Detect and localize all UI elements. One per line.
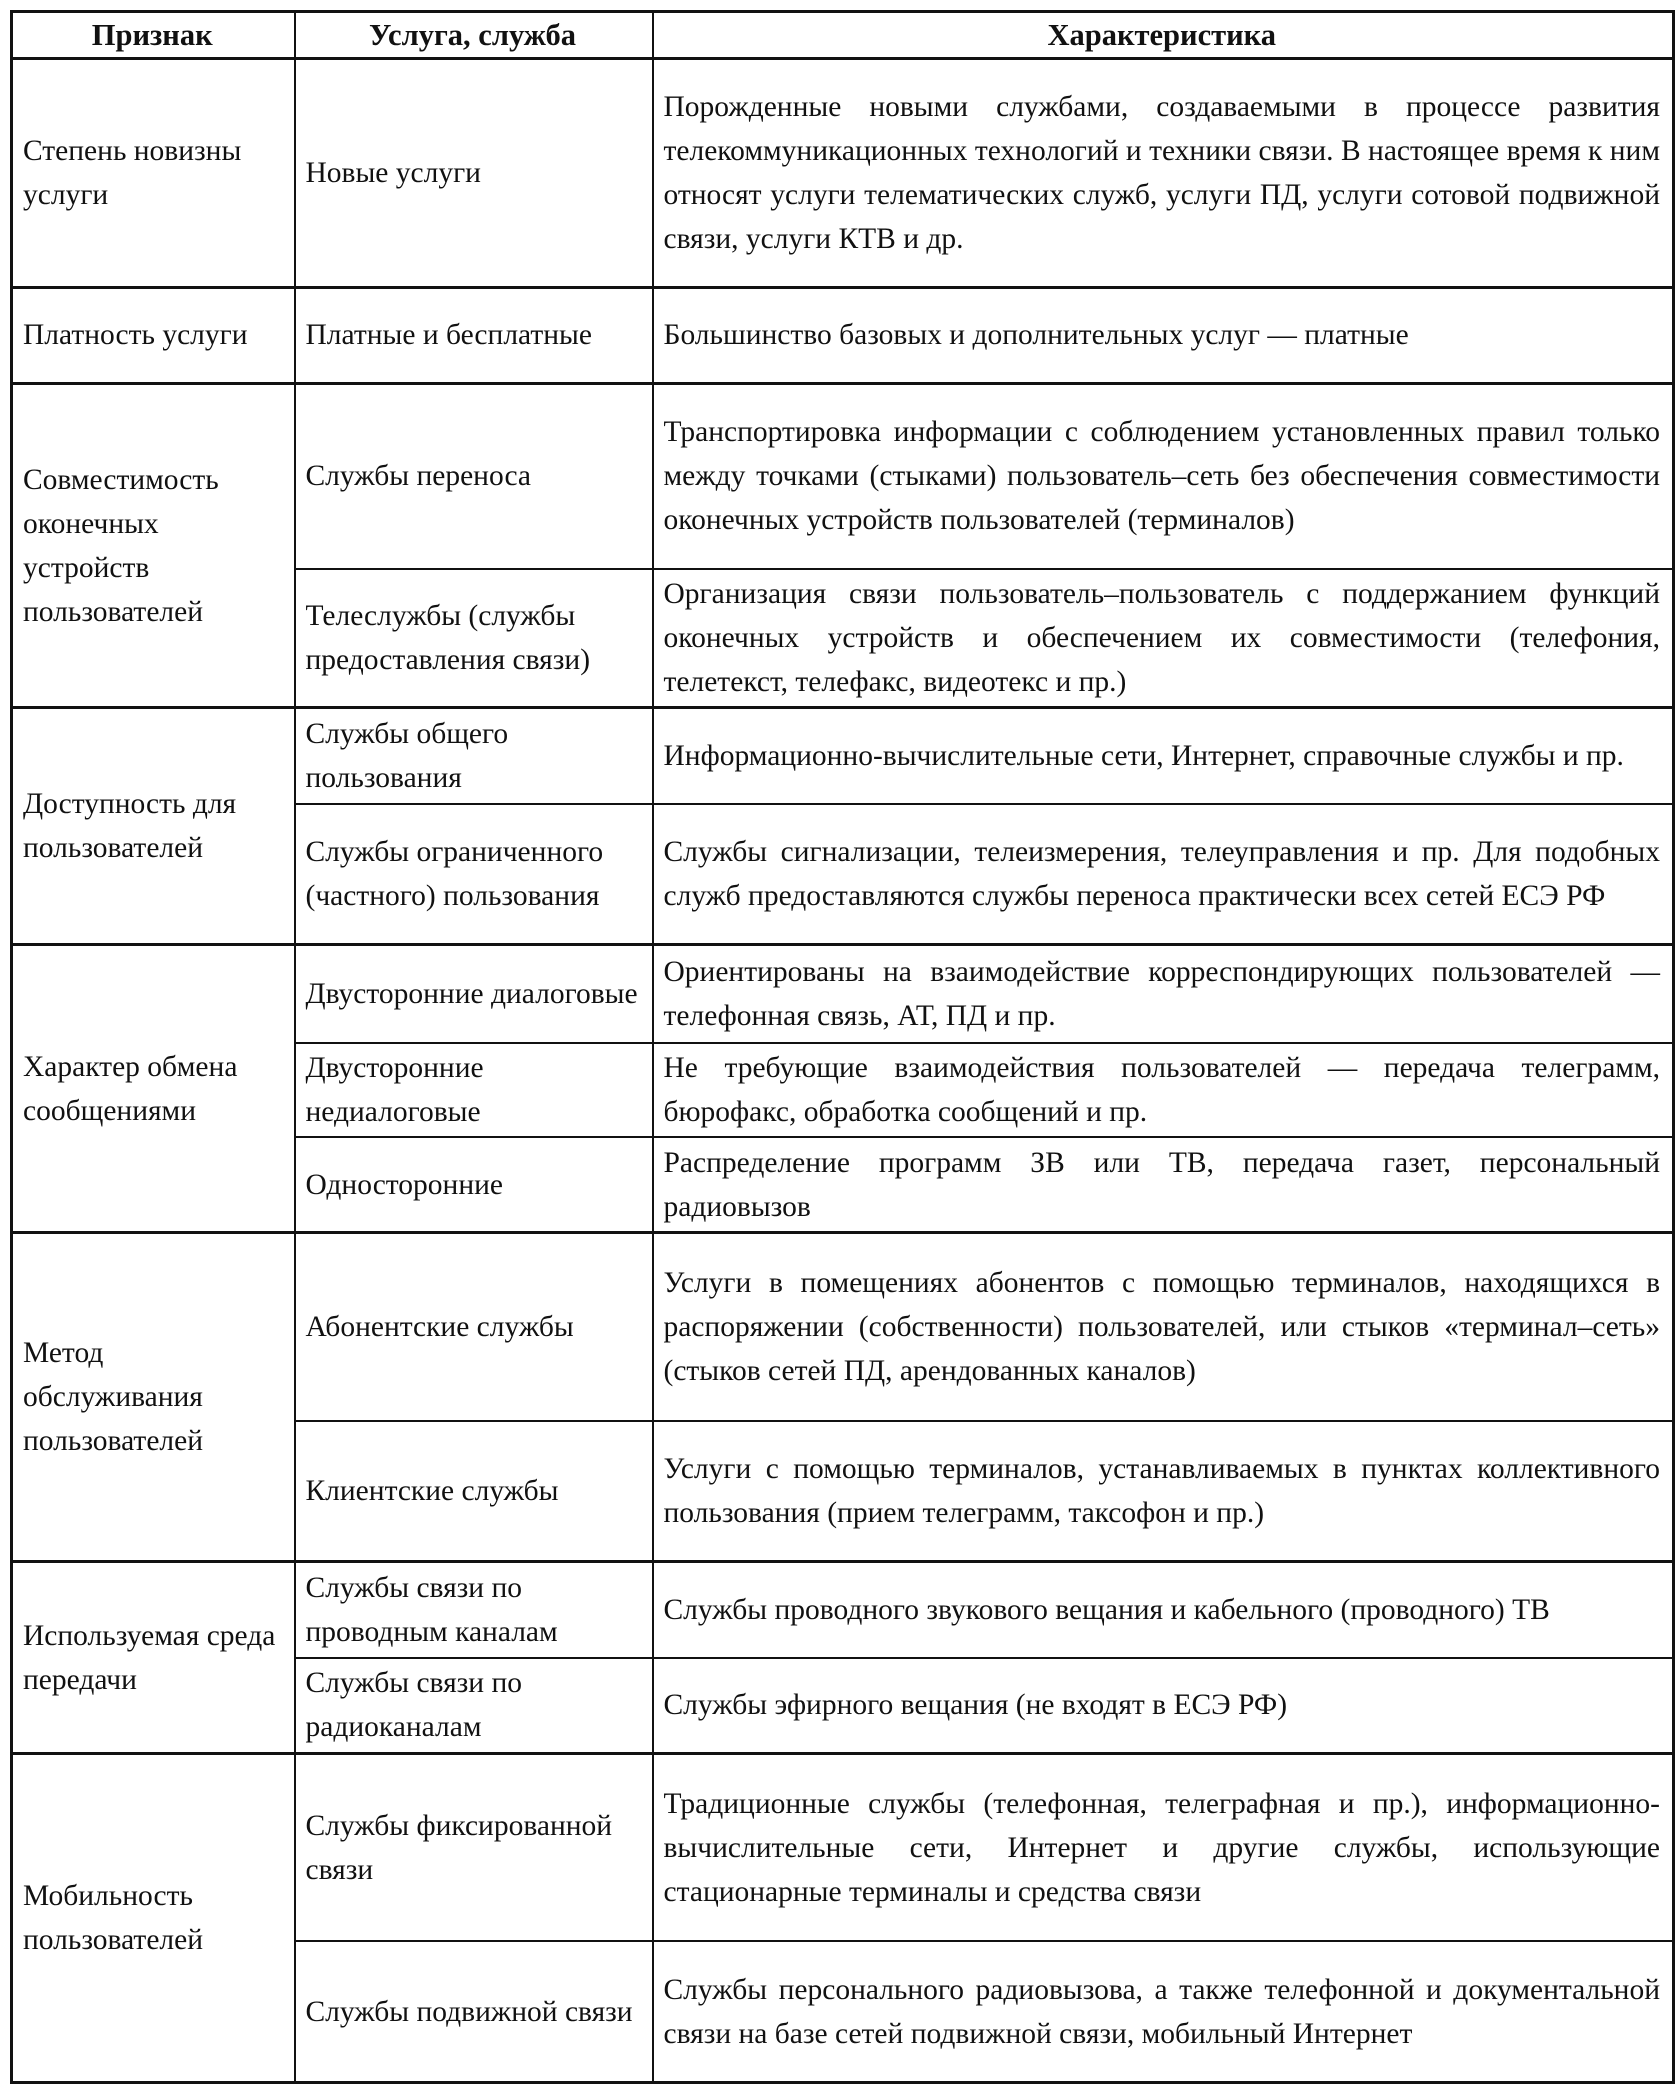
- service-cell: Телеслужбы (службы предоставления связи): [295, 569, 653, 708]
- table-row: [12, 287, 1674, 383]
- service-cell: Службы переноса: [295, 383, 653, 569]
- service-cell: Новые услуги: [295, 59, 653, 288]
- service-cell: Клиентские службы: [295, 1421, 653, 1562]
- description-cell: Услуги с помощью терминалов, устанавливаемых в пунктах коллективного пользования (прием телеграмм, таксофон и пр.): [653, 1421, 1674, 1562]
- description-cell: Порожденные новыми службами, создаваемыми в процессе развития телекоммуникационных технологий и техники связи. В настоящее время к ним относят услуги телематических служб, услуги ПД, услуги сотовой подвижной связи, услуги КТВ и др.: [653, 59, 1674, 288]
- header-description: Характеристика: [653, 12, 1674, 59]
- feature-cell: Доступность для пользователей: [12, 708, 295, 945]
- service-cell: Службы фиксированной связи: [295, 1754, 653, 1942]
- feature-cell: Платность услуги: [12, 287, 295, 383]
- header-row: [12, 12, 1674, 59]
- services-table: [10, 10, 1675, 2084]
- header-service: Услуга, служба: [295, 12, 653, 59]
- description-cell: Транспортировка информации с соблюдением установленных правил только между точками (стыками) пользователь–сеть без обеспечения совместимости оконечных устройств пользователей (терминалов): [653, 383, 1674, 569]
- service-cell: Службы связи по радиоканалам: [295, 1658, 653, 1754]
- table-row: [12, 1562, 1674, 1658]
- description-cell: Не требующие взаимодействия пользователей — передача телеграмм, бюрофакс, обработка сообщений и пр.: [653, 1043, 1674, 1137]
- feature-cell: Характер обмена сообщениями: [12, 945, 295, 1233]
- description-cell: Службы персонального радиовызова, а также телефонной и документальной связи на базе сетей подвижной связи, мобильный Интернет: [653, 1941, 1674, 2082]
- feature-cell: Мобильность пользователей: [12, 1754, 295, 2083]
- service-cell: Односторонние: [295, 1137, 653, 1233]
- service-cell: Двусторонние диалоговые: [295, 945, 653, 1043]
- description-cell: Службы эфирного вещания (не входят в ЕСЭ РФ): [653, 1658, 1674, 1754]
- description-cell: Службы сигнализации, телеизмерения, телеуправления и пр. Для подобных служб предоставляются службы переноса практически всех сетей ЕСЭ РФ: [653, 804, 1674, 945]
- description-cell: Службы проводного звукового вещания и кабельного (проводного) ТВ: [653, 1562, 1674, 1658]
- service-cell: Двусторонние недиалоговые: [295, 1043, 653, 1137]
- table-row: [12, 59, 1674, 288]
- table-row: [12, 1754, 1674, 1942]
- service-cell: Службы связи по проводным каналам: [295, 1562, 653, 1658]
- table-row: [12, 708, 1674, 804]
- service-cell: Абонентские службы: [295, 1233, 653, 1421]
- feature-cell: Степень новизны услуги: [12, 59, 295, 288]
- description-cell: Ориентированы на взаимодействие корреспондирующих пользователей — телефонная связь, АТ, ПД и пр.: [653, 945, 1674, 1043]
- description-cell: Услуги в помещениях абонентов с помощью терминалов, находящихся в распоряжении (собственности) пользователей, или стыков «терминал–сеть» (стыков сетей ПД, арендованных каналов): [653, 1233, 1674, 1421]
- description-cell: Традиционные службы (телефонная, телеграфная и пр.), информационно-вычислительные сети, Интернет и другие службы, использующие стационарные терминалы и средства связи: [653, 1754, 1674, 1942]
- table-row: [12, 383, 1674, 569]
- feature-cell: Метод обслуживания пользователей: [12, 1233, 295, 1562]
- description-cell: Информационно-вычислительные сети, Интернет, справочные службы и пр.: [653, 708, 1674, 804]
- header-feature: Признак: [12, 12, 295, 59]
- service-cell: Службы общего пользования: [295, 708, 653, 804]
- table-row: [12, 945, 1674, 1043]
- service-cell: Платные и бесплатные: [295, 287, 653, 383]
- feature-cell: Используемая среда передачи: [12, 1562, 295, 1754]
- service-cell: Службы ограниченного (частного) пользования: [295, 804, 653, 945]
- description-cell: Распределение программ ЗВ или ТВ, передача газет, персональный радиовызов: [653, 1137, 1674, 1233]
- feature-cell: Совместимость оконечных устройств пользователей: [12, 383, 295, 708]
- description-cell: Организация связи пользователь–пользователь с поддержанием функций оконечных устройств и обеспечением их совместимости (телефония, телетекст, телефакс, видеотекс и пр.): [653, 569, 1674, 708]
- service-cell: Службы подвижной связи: [295, 1941, 653, 2082]
- table-row: [12, 1233, 1674, 1421]
- description-cell: Большинство базовых и дополнительных услуг — платные: [653, 287, 1674, 383]
